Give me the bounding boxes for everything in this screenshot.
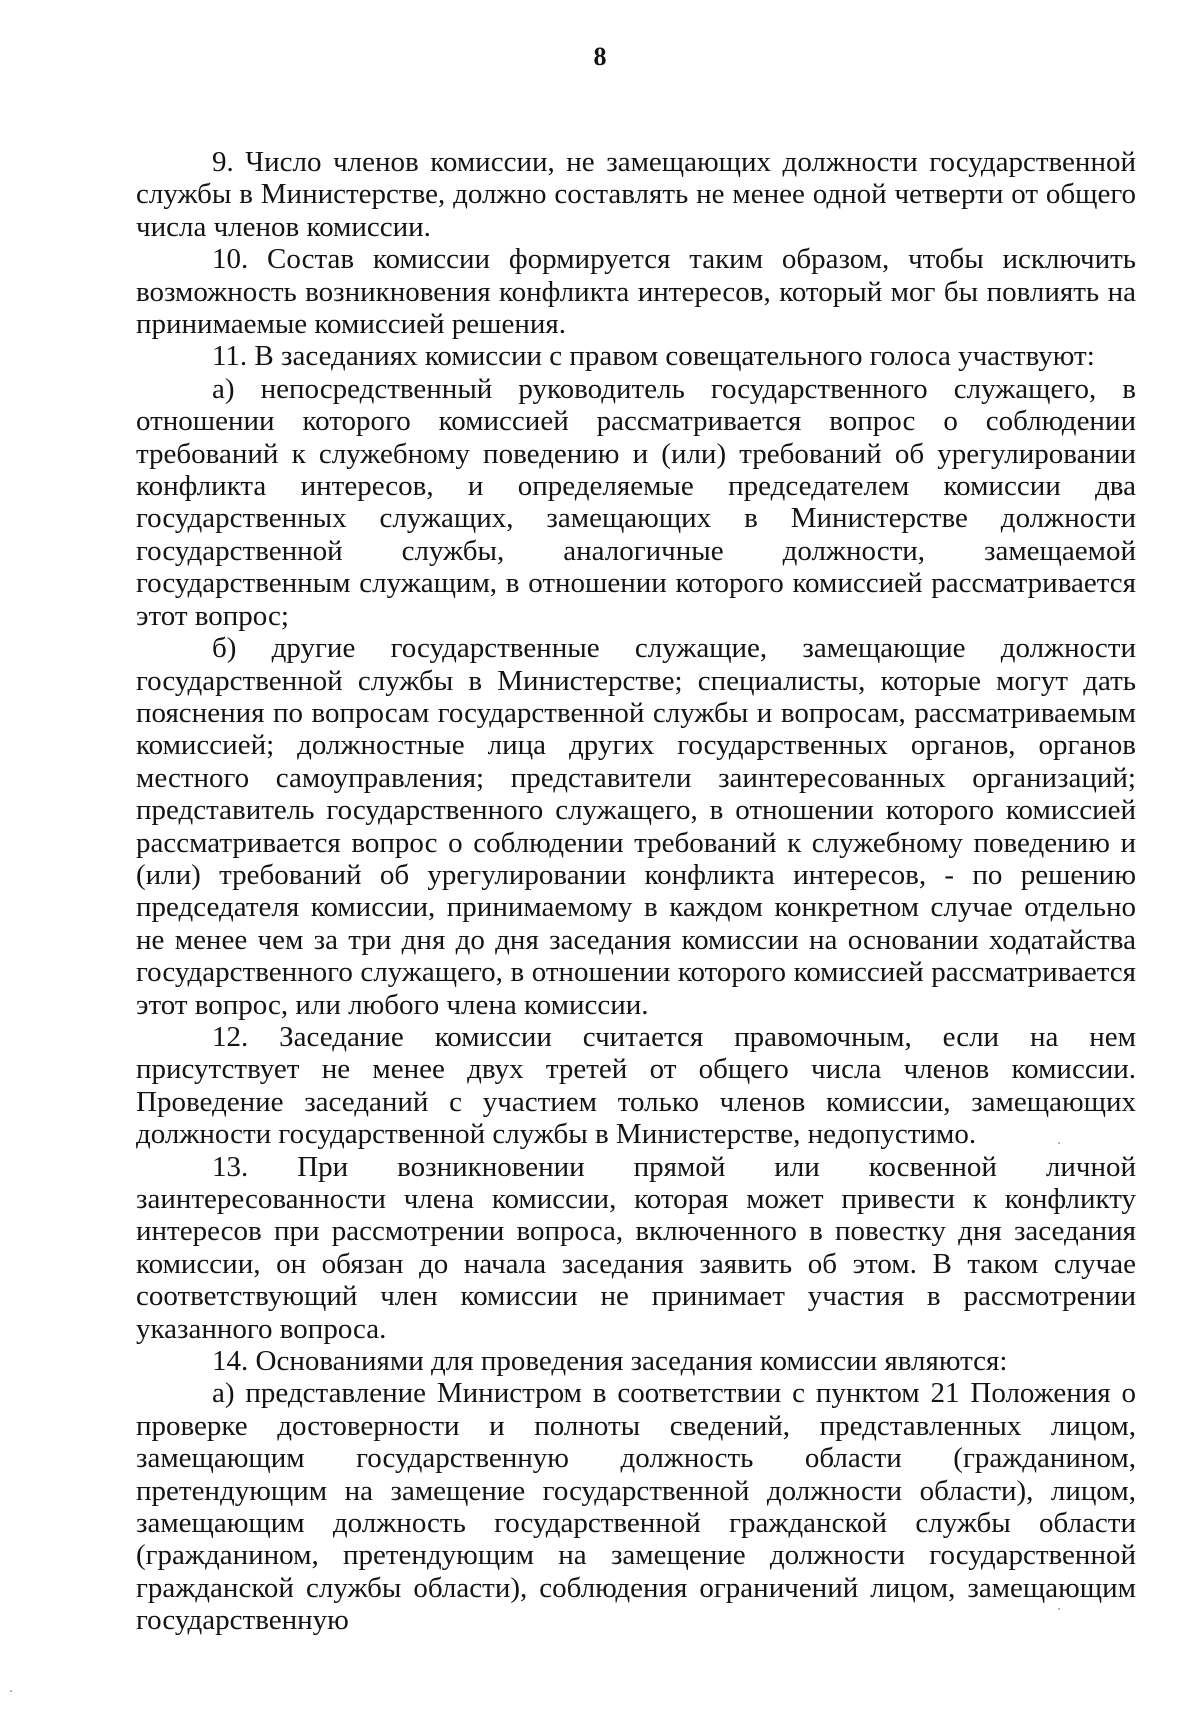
paragraph-14-a: а) представление Министром в соответствии с пунктом 21 Положения о проверке достоверности и полноты сведений, представленных лицом, замещающим государственную должность области (гражданином, претендующим на замещение государственной должности области), лицом, замещающим должность государственной гражданской службы области (гражданином, претендующим на замещение должности государственной гражданской службы области), соблюдения ограничений лицом, замещающим государственную [136, 1377, 1136, 1637]
paragraph-11-b: б) другие государственные служащие, замещающие должности государственной службы в Министерстве; специалисты, которые могут дать пояснения по вопросам государственной службы и вопросам, рассматриваемым комиссией; должностные лица других государственных органов, органов местного самоуправления; представители заинтересованных организаций; представитель государственного служащего, в отношении которого комиссией рассматривается вопрос о соблюдении требований к служебному поведению и (или) требований об урегулировании конфликта интересов, - по решению председателя комиссии, принимаемому в каждом конкретном случае отдельно не менее чем за три дня до дня заседания комиссии на основании ходатайства государственного служащего, в отношении которого комиссией рассматривается этот вопрос, или любого члена комиссии. [136, 632, 1136, 1021]
scan-speck [1058, 1608, 1060, 1610]
scan-speck [1058, 1142, 1060, 1144]
paragraph-11: 11. В заседаниях комиссии с правом совещательного голоса участвуют: [212, 340, 1095, 373]
scan-speck [10, 1690, 12, 1692]
page-number: 8 [593, 42, 607, 71]
document-body [136, 146, 1136, 1637]
paragraph-14: 14. Основаниями для проведения заседания комиссии являются: [212, 1345, 1008, 1378]
paragraph-12: 12. Заседание комиссии считается правомочным, если на нем присутствует не менее двух третей от общего числа членов комиссии. Проведение заседаний с участием только членов комиссии, замещающих должности государственной службы в Министерстве, недопустимо. [136, 1020, 1136, 1151]
paragraph-10: 10. Состав комиссии формируется таким образом, чтобы исключить возможность возникновения конфликта интересов, который мог бы повлиять на принимаемые комиссией решения. [136, 243, 1136, 341]
paragraph-11-a: а) непосредственный руководитель государственного служащего, в отношении которого комиссией рассматривается вопрос о соблюдении требований к служебному поведению и (или) требований об урегулировании конфликта интересов, и определяемые председателем комиссии два государственных служащих, замещающих в Министерстве должности государственной службы, аналогичные должности, замещаемой государственным служащим, в отношении которого комиссией рассматривается этот вопрос; [136, 372, 1136, 632]
paragraph-13: 13. При возникновении прямой или косвенной личной заинтересованности члена комиссии, которая может привести к конфликту интересов при рассмотрении вопроса, включенного в повестку дня заседания комиссии, он обязан до начала заседания заявить об этом. В таком случае соответствующий член комиссии не принимает участия в рассмотрении указанного вопроса. [136, 1150, 1136, 1345]
paragraph-9: 9. Число членов комиссии, не замещающих должности государственной службы в Министерстве, должно составлять не менее одной четверти от общего числа членов комиссии. [136, 146, 1136, 243]
